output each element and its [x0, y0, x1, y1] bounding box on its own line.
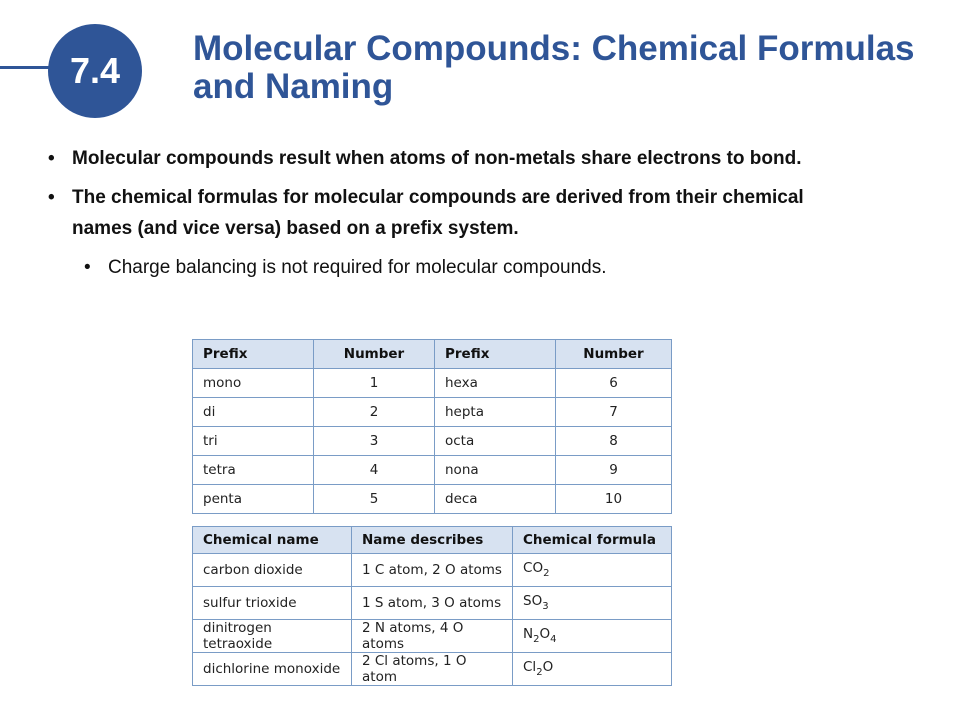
slide-title: Molecular Compounds: Chemical Formulas and Naming: [193, 29, 915, 106]
table-row: [193, 369, 672, 398]
number-cell: 3: [314, 427, 435, 456]
element-symbol: O: [532, 560, 544, 576]
subscript: 3: [542, 601, 549, 612]
prefix-cell: tetra: [193, 456, 314, 485]
number-cell: 7: [556, 398, 672, 427]
table-row: [193, 398, 672, 427]
prefix-cell: nona: [435, 456, 556, 485]
bullet-dot-icon: •: [48, 148, 55, 169]
table-row: [193, 485, 672, 514]
element-symbol: N: [523, 626, 534, 642]
prefix-table: [192, 339, 672, 514]
number-cell: 9: [556, 456, 672, 485]
column-header: Prefix: [193, 340, 314, 369]
number-cell: 10: [556, 485, 672, 514]
subscript: 4: [550, 634, 557, 645]
prefix-cell: octa: [435, 427, 556, 456]
element-symbol: O: [539, 626, 551, 642]
bullet-text: Molecular compounds result when atoms of non-metals share electrons to bond.: [72, 148, 802, 169]
chemical-name-cell: dinitrogen tetraoxide: [193, 620, 352, 653]
table-header-row: [193, 340, 672, 369]
element-symbol: C: [523, 560, 533, 576]
element-symbol: Cl: [523, 659, 537, 675]
sub-bullet-text: Charge balancing is not required for molecular compounds.: [108, 257, 607, 278]
chemical-name-cell: sulfur trioxide: [193, 587, 352, 620]
name-describes-cell: 1 S atom, 3 O atoms: [352, 587, 513, 620]
column-header: Chemical formula: [513, 527, 672, 554]
bullet-list: [48, 143, 848, 283]
column-header: Name describes: [352, 527, 513, 554]
prefix-cell: penta: [193, 485, 314, 514]
table-row: [193, 620, 672, 653]
table-row: [193, 653, 672, 686]
chemical-formula-cell: [513, 653, 672, 686]
prefix-cell: deca: [435, 485, 556, 514]
prefix-cell: di: [193, 398, 314, 427]
sub-bullet-item: [48, 252, 848, 283]
table-header-row: [193, 527, 672, 554]
subscript: 2: [533, 634, 540, 645]
chemical-formula: [523, 593, 549, 612]
chemical-name-cell: carbon dioxide: [193, 554, 352, 587]
bullet-dot-icon: •: [48, 187, 55, 208]
column-header: Number: [314, 340, 435, 369]
column-header: Number: [556, 340, 672, 369]
subscript: 2: [543, 568, 550, 579]
chemical-formula: [523, 560, 550, 579]
column-header: Prefix: [435, 340, 556, 369]
table-row: [193, 554, 672, 587]
name-describes-cell: 1 C atom, 2 O atoms: [352, 554, 513, 587]
prefix-cell: tri: [193, 427, 314, 456]
table-row: [193, 456, 672, 485]
number-cell: 2: [314, 398, 435, 427]
prefix-cell: mono: [193, 369, 314, 398]
naming-examples-table: [192, 526, 672, 686]
number-cell: 8: [556, 427, 672, 456]
name-describes-cell: 2 N atoms, 4 O atoms: [352, 620, 513, 653]
bullet-dot-icon: •: [84, 257, 91, 278]
table-row: [193, 587, 672, 620]
column-header: Chemical name: [193, 527, 352, 554]
element-symbol: O: [531, 593, 543, 609]
bullet-text: The chemical formulas for molecular compounds are derived from their chemical names (and vice versa) based on a prefix system.: [72, 187, 804, 239]
chemical-formula-cell: [513, 620, 672, 653]
name-describes-cell: 2 Cl atoms, 1 O atom: [352, 653, 513, 686]
element-symbol: S: [523, 593, 532, 609]
table-row: [193, 427, 672, 456]
subscript: 2: [536, 667, 543, 678]
chemical-formula: [523, 626, 557, 645]
chemical-name-cell: dichlorine monoxide: [193, 653, 352, 686]
element-symbol: O: [542, 659, 554, 675]
number-cell: 6: [556, 369, 672, 398]
bullet-item: [48, 143, 848, 174]
chemical-formula: [523, 659, 554, 678]
prefix-cell: hepta: [435, 398, 556, 427]
prefix-cell: hexa: [435, 369, 556, 398]
chemical-formula-cell: [513, 587, 672, 620]
number-cell: 1: [314, 369, 435, 398]
number-cell: 5: [314, 485, 435, 514]
number-cell: 4: [314, 456, 435, 485]
section-number-badge: 7.4: [48, 24, 142, 118]
bullet-item: [48, 182, 848, 244]
chemical-formula-cell: [513, 554, 672, 587]
